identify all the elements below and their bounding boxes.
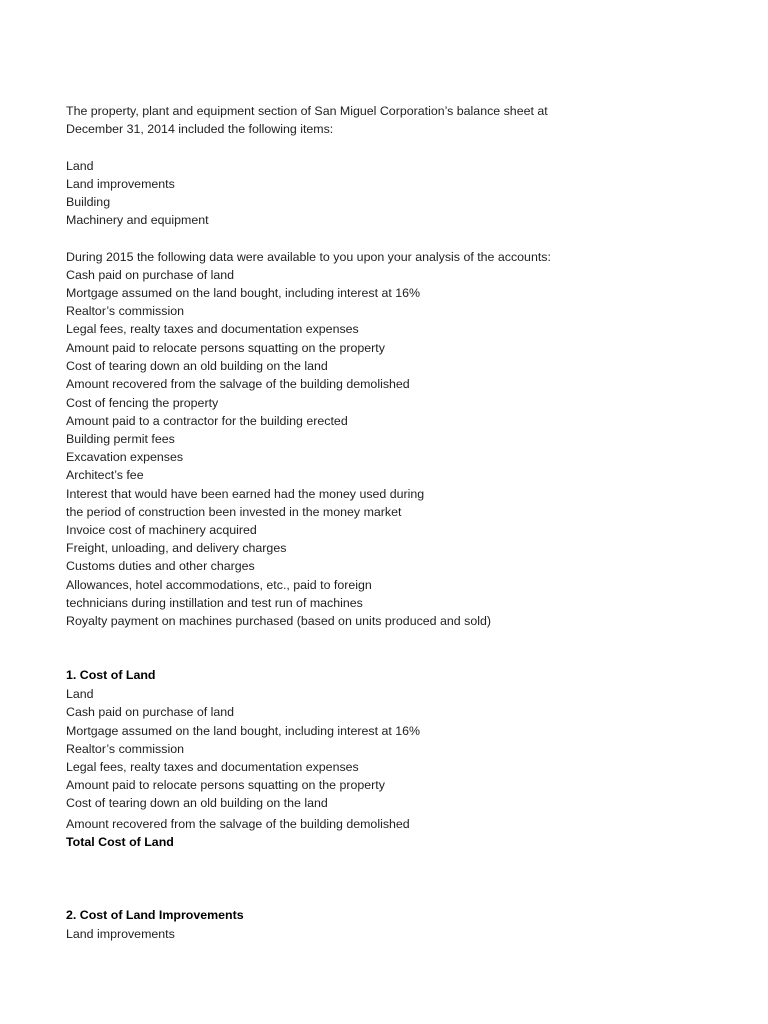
section-2-line: Land improvements xyxy=(66,927,175,941)
data-line: Amount recovered from the salvage of the building demolished xyxy=(66,377,410,391)
intro-line-2: December 31, 2014 included the following items: xyxy=(66,122,334,136)
data-line: Cash paid on purchase of land xyxy=(66,268,235,282)
section-1-line: Legal fees, realty taxes and documentation expenses xyxy=(66,760,359,774)
item-land: Land xyxy=(66,159,94,173)
section-2-title: 2. Cost of Land Improvements xyxy=(66,908,244,922)
item-machinery: Machinery and equipment xyxy=(66,213,209,227)
data-line: the period of construction been invested in the money market xyxy=(66,505,402,519)
section-1-line: Amount recovered from the salvage of the building demolished xyxy=(66,817,410,831)
data-line: Architect’s fee xyxy=(66,468,144,482)
data-line: Cost of fencing the property xyxy=(66,396,219,410)
data-line: Interest that would have been earned had the money used during xyxy=(66,487,425,501)
section-1-line: Cost of tearing down an old building on the land xyxy=(66,796,328,810)
section-1-line: Realtor’s commission xyxy=(66,742,184,756)
data-line: Amount paid to a contractor for the building erected xyxy=(66,414,348,428)
data-line: Building permit fees xyxy=(66,432,175,446)
data-line: technicians during instillation and test run of machines xyxy=(66,596,363,610)
section-1-line: Mortgage assumed on the land bought, including interest at 16% xyxy=(66,724,421,738)
data-line: Excavation expenses xyxy=(66,450,184,464)
section-1-line: Cash paid on purchase of land xyxy=(66,705,235,719)
data-line: Customs duties and other charges xyxy=(66,559,255,573)
section-1-total: Total Cost of Land xyxy=(66,835,174,849)
data-heading: During 2015 the following data were available to you upon your analysis of the accounts: xyxy=(66,250,551,264)
data-line: Freight, unloading, and delivery charges xyxy=(66,541,287,555)
data-line: Legal fees, realty taxes and documentation expenses xyxy=(66,322,359,336)
section-1-title: 1. Cost of Land xyxy=(66,668,156,682)
section-1-line: Land xyxy=(66,687,94,701)
item-building: Building xyxy=(66,195,111,209)
data-line: Allowances, hotel accommodations, etc., paid to foreign xyxy=(66,578,372,592)
data-line: Mortgage assumed on the land bought, including interest at 16% xyxy=(66,286,421,300)
data-line: Cost of tearing down an old building on the land xyxy=(66,359,328,373)
intro-line-1: The property, plant and equipment section of San Miguel Corporation’s balance sheet at xyxy=(66,104,548,118)
data-line: Amount paid to relocate persons squatting on the property xyxy=(66,341,385,355)
item-land-improvements: Land improvements xyxy=(66,177,175,191)
data-line: Royalty payment on machines purchased (based on units produced and sold) xyxy=(66,614,491,628)
section-1-line: Amount paid to relocate persons squatting on the property xyxy=(66,778,385,792)
data-line: Invoice cost of machinery acquired xyxy=(66,523,257,537)
data-line: Realtor’s commission xyxy=(66,304,184,318)
